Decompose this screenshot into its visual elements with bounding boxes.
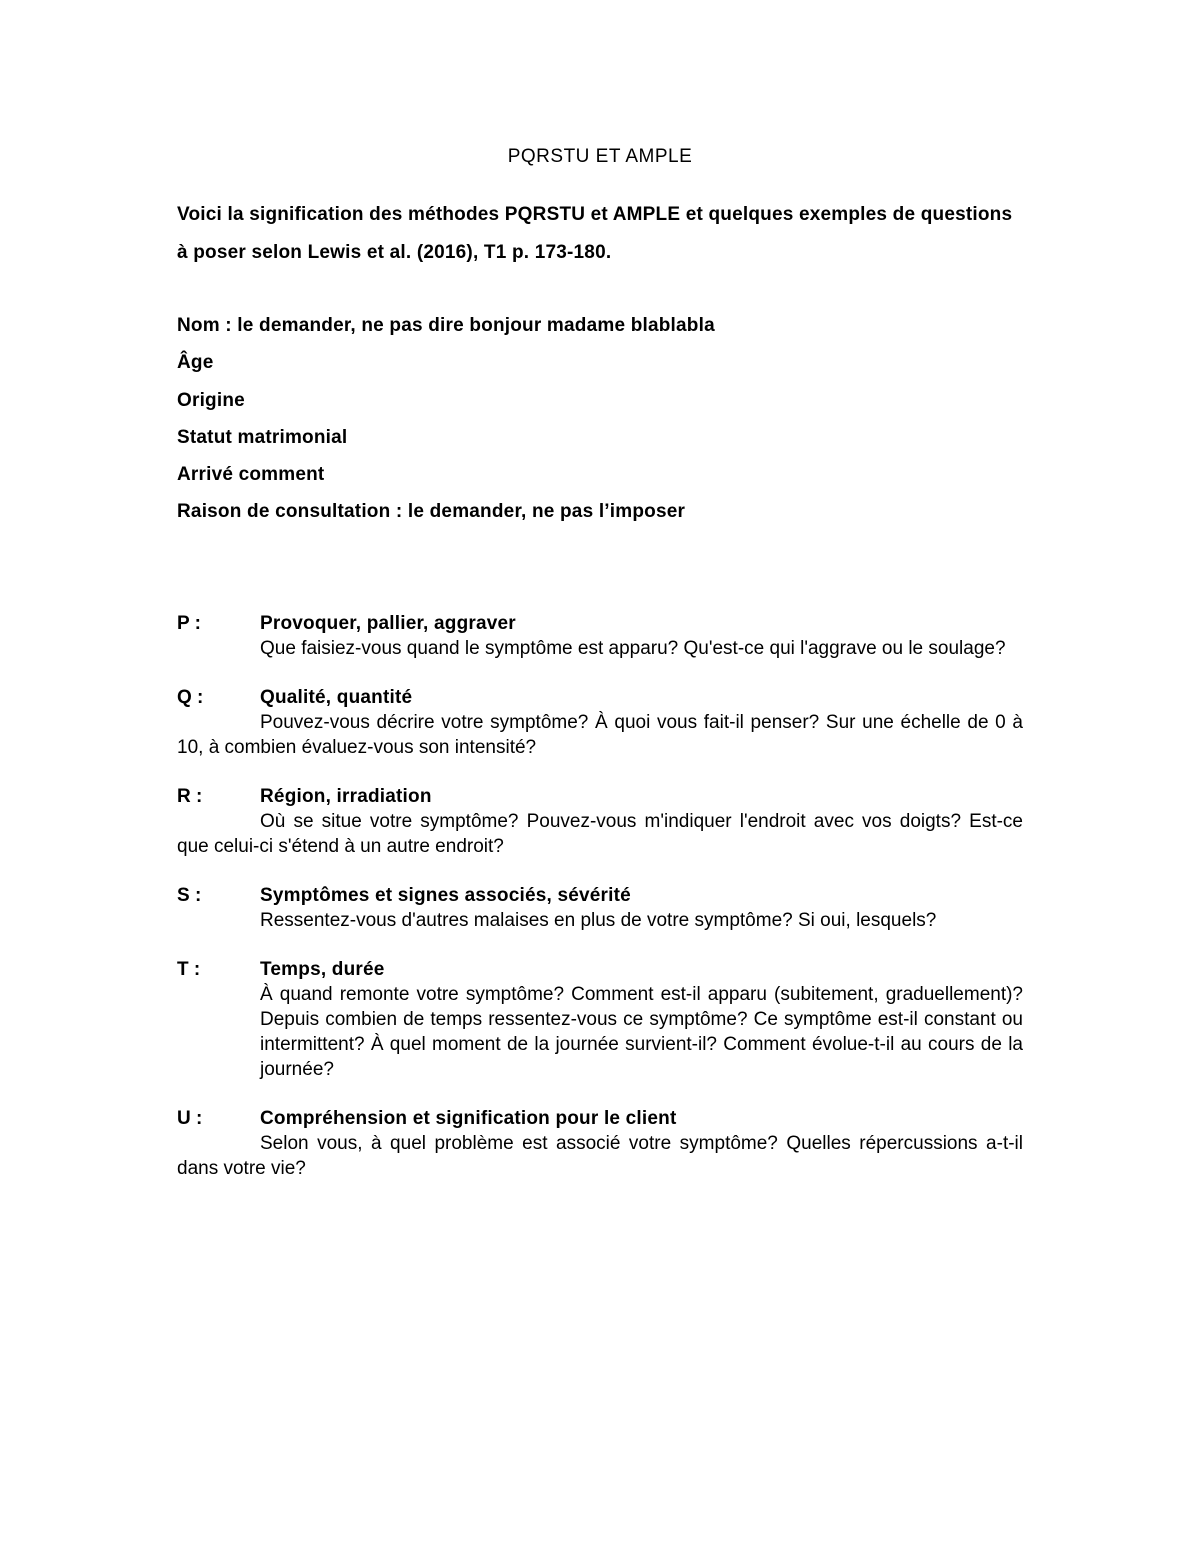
section-heading: Qualité, quantité: [260, 687, 413, 708]
section-t: [177, 957, 1023, 1082]
section-question: Où se situe votre symptôme? Pouvez-vous m'indiquer l'endroit avec vos doigts? Est-ce que celui-ci s'étend à un autre endroit?: [177, 811, 1023, 857]
section-letter: R :: [177, 786, 203, 807]
field-age: Âge: [177, 352, 214, 374]
section-heading: Temps, durée: [260, 959, 385, 980]
field-nom: Nom : le demander, ne pas dire bonjour madame blablabla: [177, 315, 715, 336]
section-p: [177, 611, 1023, 661]
intro-paragraph: Voici la signification des méthodes PQRSTU et AMPLE et quelques exemples de questions à poser selon Lewis et al. (2016), T1 p. 173-180.: [177, 204, 1013, 263]
section-heading: Symptômes et signes associés, sévérité: [260, 885, 631, 906]
section-letter: P :: [177, 613, 201, 634]
section-heading: Provoquer, pallier, aggraver: [260, 613, 516, 634]
section-heading: Compréhension et signification pour le client: [260, 1108, 677, 1129]
section-r: [177, 784, 1023, 859]
section-s: [177, 883, 1023, 933]
section-q: [177, 685, 1023, 760]
section-letter: S :: [177, 885, 202, 906]
field-arrive-comment: Arrivé comment: [177, 464, 325, 486]
section-u: [177, 1106, 1023, 1181]
section-letter: T :: [177, 959, 201, 980]
section-letter: Q :: [177, 687, 204, 708]
document-title: PQRSTU ET AMPLE: [507, 146, 693, 167]
section-letter: U :: [177, 1108, 203, 1129]
field-raison-consultation: Raison de consultation : le demander, ne pas l’imposer: [177, 501, 686, 523]
patient-fields-list: [177, 307, 1037, 531]
section-question: À quand remonte votre symptôme? Comment est-il apparu (subitement, graduellement)? Depuis combien de temps ressentez-vous ce symptôme? Ce symptôme est-il constant ou intermittent? À quel moment de la journée survient-il? Comment évolue-t-il au cours de la journée?: [260, 984, 1023, 1080]
section-question: Pouvez-vous décrire votre symptôme? À quoi vous fait-il penser? Sur une échelle de 0 à 10, à combien évaluez-vous son intensité?: [177, 712, 1023, 758]
section-question: Selon vous, à quel problème est associé votre symptôme? Quelles répercussions a-t-il dans votre vie?: [177, 1133, 1023, 1179]
field-statut-matrimonial: Statut matrimonial: [177, 426, 348, 448]
field-origine: Origine: [177, 389, 245, 411]
section-heading: Région, irradiation: [260, 786, 432, 807]
pqrstu-sections: [177, 611, 1023, 1205]
section-question: Que faisiez-vous quand le symptôme est apparu? Qu'est-ce qui l'aggrave ou le soulage?: [260, 638, 1006, 659]
section-question: Ressentez-vous d'autres malaises en plus de votre symptôme? Si oui, lesquels?: [260, 910, 937, 931]
